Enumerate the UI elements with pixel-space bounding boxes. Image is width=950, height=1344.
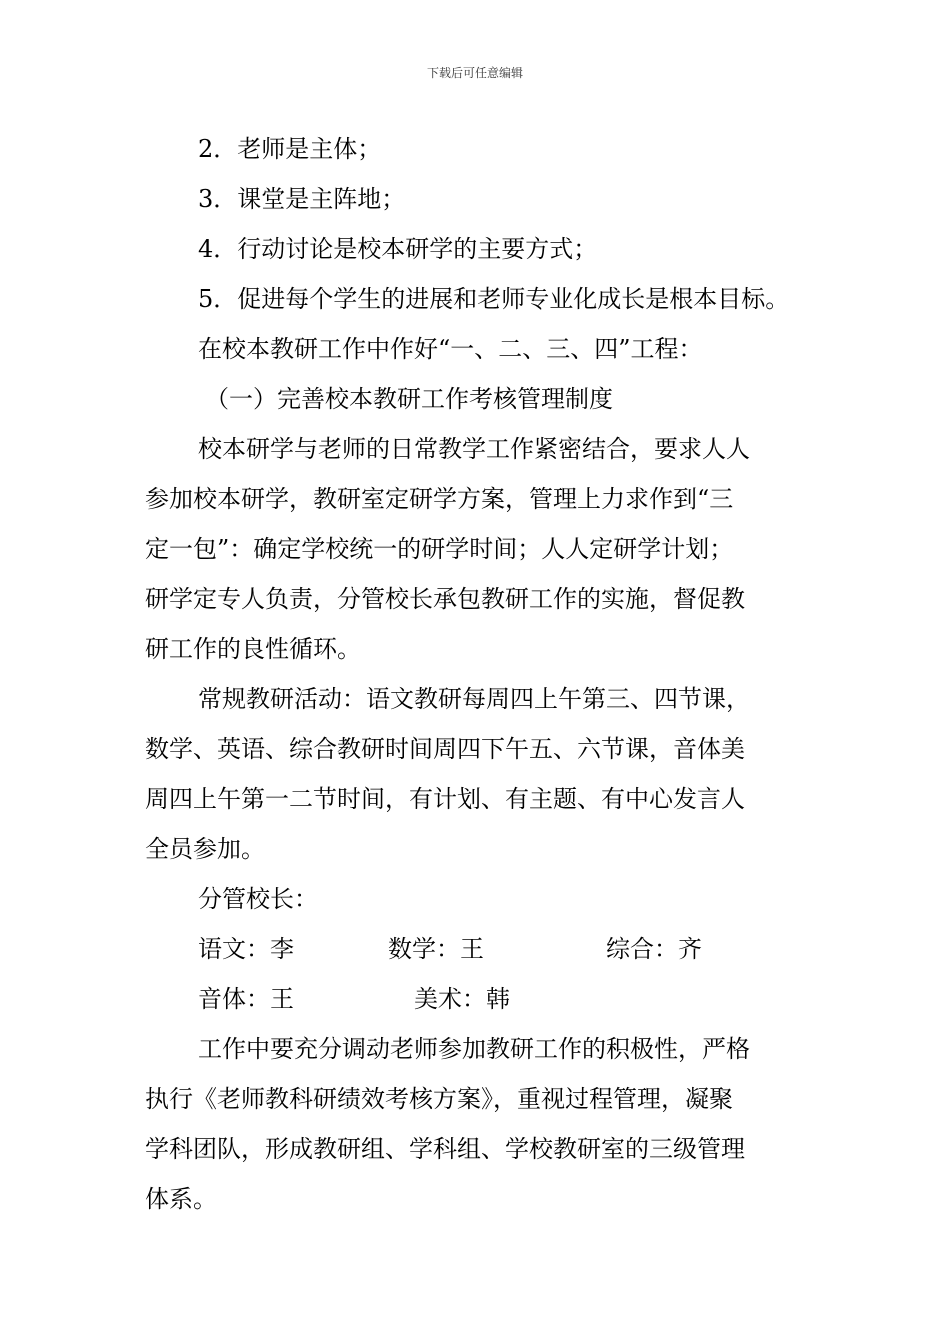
supervisor-label: 分管校长： (198, 885, 318, 913)
paragraph-line: 参加校本研学，教研室定研学方案，管理上力求作到“三 (145, 485, 734, 513)
paragraph-line: 执行《老师教科研绩效考核方案》，重视过程管理，凝聚 (145, 1085, 733, 1113)
paragraph-line: 学科团队，形成教研组、学科组、学校教研室的三级管理 (145, 1135, 745, 1163)
intro-line: 在校本教研工作中作好“一、二、三、四”工程： (198, 335, 703, 363)
paragraph-research (145, 424, 815, 674)
paragraph-line: 定一包”：确定学校统一的研学时间；人人定研学计划； (145, 535, 734, 563)
supervisor-row-1 (145, 924, 815, 974)
supervisor-general: 综合：齐 (606, 935, 702, 963)
section-heading: （一）完善校本教研工作考核管理制度 (205, 385, 613, 413)
list-item-3: 3．课堂是主阵地； (198, 185, 406, 213)
paragraph-line: 周四上午第一二节时间，有计划、有主题、有中心发言人 (145, 785, 745, 813)
list-item-4: 4．行动讨论是校本研学的主要方式； (198, 235, 598, 263)
page-header: 下载后可任意编辑 (426, 66, 523, 80)
list-item-2: 2．老师是主体； (198, 135, 382, 163)
paragraph-line: 研学定专人负责，分管校长承包教研工作的实施，督促教 (145, 585, 745, 613)
paragraph-line: 数学、英语、综合教研时间周四下午五、六节课，音体美 (145, 735, 745, 763)
list-item-5: 5．促进每个学生的进展和老师专业化成长是根本目标。 (198, 285, 790, 313)
document-body (145, 124, 815, 1224)
supervisor-art: 美术：韩 (414, 985, 510, 1013)
paragraph-line: 工作中要充分调动老师参加教研工作的积极性，严格 (198, 1035, 750, 1063)
paragraph-line: 体系。 (145, 1185, 217, 1213)
paragraph-line: 常规教研活动：语文教研每周四上午第三、四节课， (198, 685, 750, 713)
paragraph-line: 全员参加。 (145, 835, 265, 863)
supervisor-section (145, 874, 815, 1024)
supervisor-math: 数学：王 (388, 935, 484, 963)
supervisor-row-2 (145, 974, 815, 1024)
paragraph-routine (145, 674, 815, 874)
supervisor-music-pe: 音体：王 (198, 985, 294, 1013)
paragraph-management (145, 1024, 815, 1224)
supervisor-chinese: 语文：李 (198, 935, 294, 963)
paragraph-line: 校本研学与老师的日常教学工作紧密结合，要求人人 (198, 435, 750, 463)
paragraph-line: 研工作的良性循环。 (145, 635, 361, 663)
